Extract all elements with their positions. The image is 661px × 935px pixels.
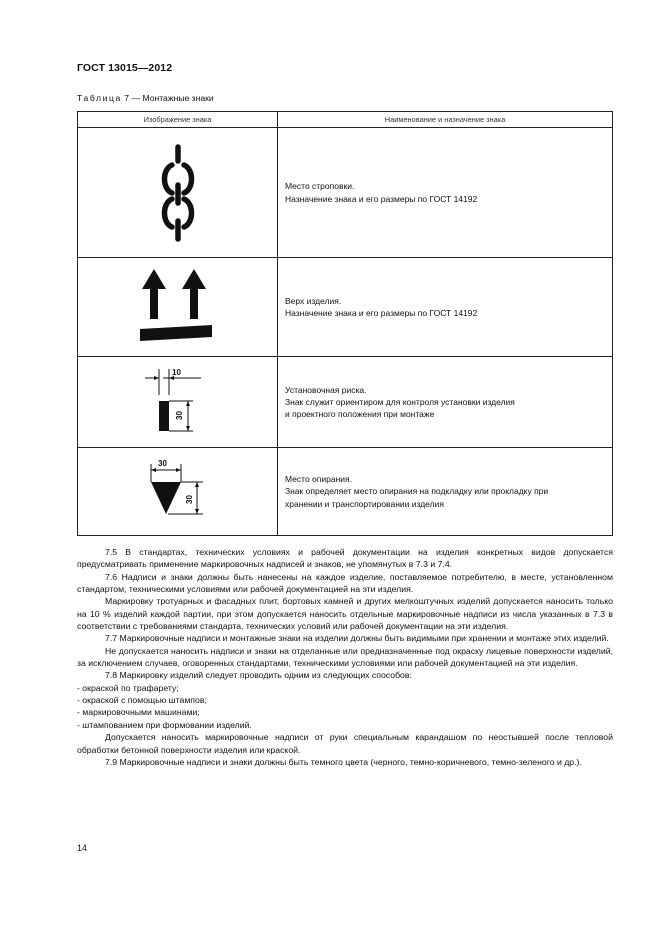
paragraph: Не допускается наносить надписи и знаки на отделанные или предназначенные под окраску лицевые поверхности изделий, за исключением случаев, оговоренных стандартами, техническими условиями или рабочей документацией на эти изделия. [77, 645, 613, 669]
dim-label: 10 [171, 368, 181, 377]
sign-description-line: Место опирания. [285, 474, 352, 485]
install-mark-icon [143, 365, 213, 439]
table-caption-word: Таблица [77, 93, 122, 103]
col-header-image: Изображение знака [78, 112, 278, 128]
paragraph: Маркировку тротуарных и фасадных плит, бортовых камней и других мелкоштучных изделий допускается наносить только на 10 % изделий каждой партии, при этом допускается наносить отдельные маркировочные надписи из числа указанных в 7.3 в соответствии с требованиями стандарта, технических условий или рабочей документации на эти изделия. [77, 596, 613, 632]
sign-image-cell [78, 258, 278, 357]
body-text [77, 546, 613, 768]
list-item: - маркировочными машинами; [77, 707, 200, 718]
dim-label: 30 [157, 458, 167, 468]
sign-description-cell [278, 448, 613, 536]
signs-table [77, 111, 613, 536]
table-caption [77, 93, 214, 103]
dim-label: 30 [184, 494, 194, 504]
table-row [78, 448, 613, 536]
table-caption-title: 7 — Монтажные знаки [121, 93, 214, 103]
sign-image-cell [78, 357, 278, 448]
sign-description-line: Знак служит ориентиром для контроля установки изделия [285, 396, 515, 407]
table-header-row [78, 112, 613, 128]
dim-label: 30 [174, 411, 184, 420]
top-arrows-icon [138, 267, 218, 347]
page-number: 14 [77, 843, 88, 853]
table-row [78, 128, 613, 258]
paragraph: 7.5 В стандартах, технических условиях и рабочей документации на изделия конкретных видов допускается предусматривать применение маркировочных надписей и знаков, не упомянутых в 7.3 и 7.4. [77, 547, 613, 570]
slinging-chain-icon [148, 143, 208, 243]
list-item: - окраской по трафарету; [77, 682, 179, 693]
paragraph: 7.9 Маркировочные надписи и знаки должны быть темного цвета (черного, темно-коричневого, темно-зеленого и др.). [105, 756, 582, 767]
list-item: - окраской с помощью штампов; [77, 695, 207, 706]
paragraph: 7.7 Маркировочные надписи и монтажные знаки на изделии должны быть видимыми при хранении и монтаже этих изделий. [105, 633, 609, 644]
table-row [78, 258, 613, 357]
sign-description-line: Назначение знака и его размеры по ГОСТ 14192 [285, 193, 478, 204]
sign-description-line: Знак определяет место опирания на подкладку или прокладку при [285, 486, 549, 497]
sign-image-cell [78, 448, 278, 536]
document-header: ГОСТ 13015—2012 [77, 62, 173, 74]
sign-description-line: хранении и транспортировании изделия [285, 498, 444, 509]
sign-description-line: Верх изделия. [285, 295, 342, 306]
paragraph: Допускается наносить маркировочные надписи от руки специальным карандашом по неостывшей после тепловой обработки бетонной поверхности изделия или краской. [77, 732, 613, 755]
paragraph: 7.8 Маркировку изделий следует проводить одним из следующих способов: [105, 670, 412, 681]
table-row [78, 357, 613, 448]
sign-description-line: Назначение знака и его размеры по ГОСТ 14192 [285, 308, 478, 318]
support-triangle-icon [141, 456, 215, 528]
sign-description-line: и проектного положения при монтаже [285, 409, 435, 420]
sign-description-cell [278, 258, 613, 357]
sign-description-cell [278, 357, 613, 448]
paragraph: 7.6 Надписи и знаки должны быть нанесены на каждое изделие, поставляемое потребителю, в месте, установленном стандартом, техническими условиями или рабочей документацией на эти изделия. [77, 571, 613, 595]
list-item: - штампованием при формовании изделий. [77, 719, 252, 730]
sign-description-line: Установочная риска. [285, 384, 367, 395]
col-header-name: Наименование и назначение знака [278, 112, 613, 128]
sign-description-cell [278, 128, 613, 258]
sign-image-cell [78, 128, 278, 258]
sign-description-line: Место строповки. [285, 181, 355, 192]
